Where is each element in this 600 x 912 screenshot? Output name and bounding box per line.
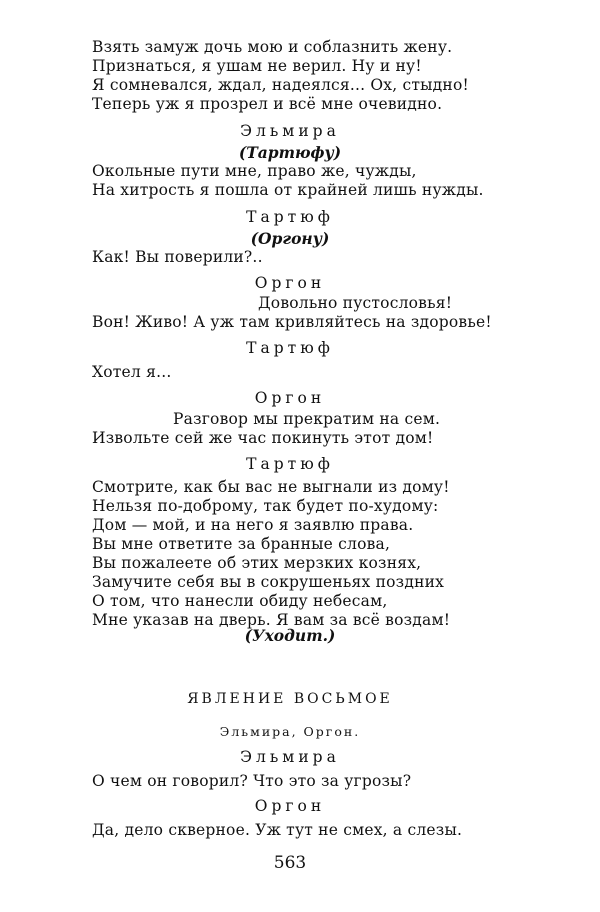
verse-line: Дом — мой, и на него я заявлю права. (92, 516, 414, 534)
verse-line: О чем он говорил? Что это за угрозы? (92, 772, 412, 790)
verse-line: На хитрость я пошла от крайней лишь нужды. (92, 181, 484, 199)
page-number: 563 (273, 853, 307, 873)
stage-direction: (Оргону) (250, 229, 330, 248)
verse-line: Смотрите, как бы вас не выгнали из дому! (92, 478, 450, 496)
verse-line: Мне указав на дверь. Я вам за всё воздам! (92, 611, 451, 629)
stage-direction: (Уходит.) (244, 626, 336, 645)
verse-line: Вы мне ответите за бранные слова, (92, 535, 391, 553)
verse-line: О том, что нанесли обиду небесам, (92, 592, 388, 610)
speaker-name: Эльмира (240, 122, 340, 140)
speaker-name: Оргон (254, 274, 326, 292)
verse-line: Разговор мы прекратим на сем. (173, 410, 441, 428)
speaker-name: Оргон (254, 797, 326, 815)
speaker-name: Оргон (254, 389, 326, 407)
scene-title: ЯВЛЕНИЕ ВОСЬМОЕ (187, 691, 393, 707)
verse-line: Да, дело скверное. Уж тут не смех, а слезы. (92, 821, 463, 839)
verse-line: Как! Вы поверили?.. (92, 248, 263, 266)
verse-line: Вы пожалеете об этих мерзких кознях, (92, 554, 422, 572)
verse-line: Окольные пути мне, право же, чужды, (92, 162, 417, 180)
speaker-name: Эльмира (240, 748, 340, 766)
stage-direction: (Тартюфу) (238, 143, 342, 162)
verse-line: Замучите себя вы в сокрушеньях поздних (92, 573, 445, 591)
verse-line: Довольно пустословья! (258, 294, 453, 312)
cast-list: Эльмира, Оргон. (219, 724, 361, 739)
verse-line: Нельзя по-доброму, так будет по-худому: (92, 497, 439, 515)
verse-line: Взять замуж дочь мою и соблазнить жену. (92, 38, 453, 56)
verse-line: Вон! Живо! А уж там кривляйтесь на здоровье! (92, 313, 492, 331)
verse-line: Я сомневался, ждал, надеялся... Ох, стыдно! (92, 76, 469, 94)
speaker-name: Тартюф (246, 455, 334, 473)
speaker-name: Тартюф (246, 208, 334, 226)
verse-line: Извольте сей же час покинуть этот дом! (92, 429, 434, 447)
verse-line: Теперь уж я прозрел и всё мне очевидно. (92, 95, 443, 113)
verse-line: Хотел я... (92, 363, 172, 381)
verse-line: Признаться, я ушам не верил. Ну и ну! (92, 57, 422, 75)
speaker-name: Тартюф (246, 339, 334, 357)
